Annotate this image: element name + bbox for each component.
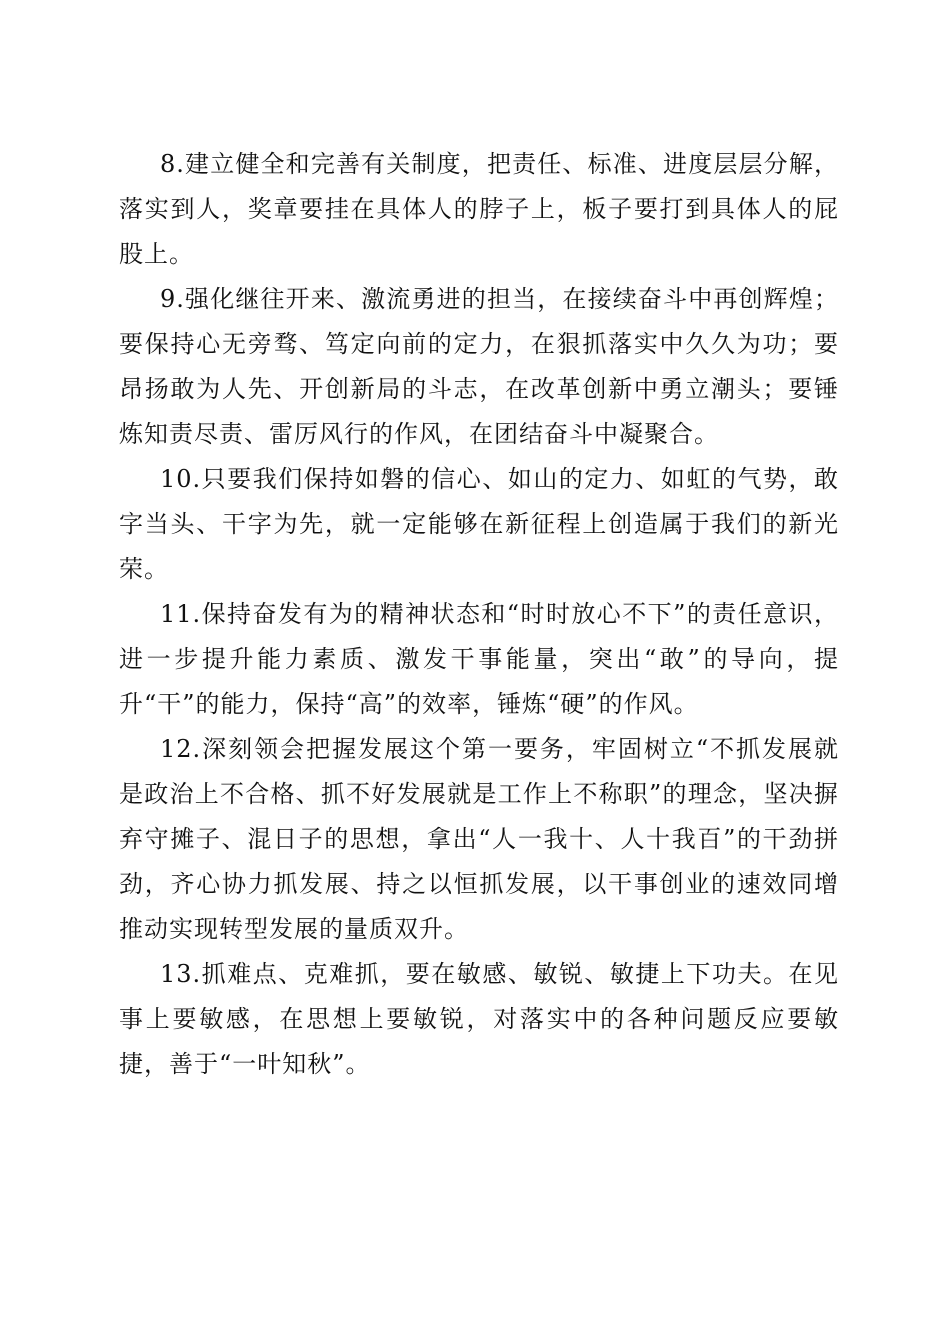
paragraph-13: 13.抓难点、克难抓，要在敏感、敏锐、敏捷上下功夫。在见事上要敏感，在思想上要敏锐，对落实中的各种问题反应要敏捷，善于“一叶知秋”。 — [119, 960, 839, 1078]
paragraph-11: 11.保持奋发有为的精神状态和“时时放心不下”的责任意识，进一步提升能力素质、激发干事能量，突出“敢”的导向，提升“干”的能力，保持“高”的效率，锤炼“硬”的作风。 — [119, 600, 839, 718]
paragraph-10: 10.只要我们保持如磐的信心、如山的定力、如虹的气势，敢字当头、干字为先，就一定能够在新征程上创造属于我们的新光荣。 — [119, 465, 839, 583]
paragraph-8: 8.建立健全和完善有关制度，把责任、标准、进度层层分解，落实到人，奖章要挂在具体人的脖子上，板子要打到具体人的屁股上。 — [119, 150, 839, 268]
paragraph-12: 12.深刻领会把握发展这个第一要务，牢固树立“不抓发展就是政治上不合格、抓不好发展就是工作上不称职”的理念，坚决摒弃守摊子、混日子的思想，拿出“人一我十、人十我百”的干劲拼劲，齐心协力抓发展、持之以恒抓发展，以干事创业的速效同增推动实现转型发展的量质双升。 — [119, 735, 839, 943]
paragraph-9: 9.强化继往开来、激流勇进的担当，在接续奋斗中再创辉煌；要保持心无旁骛、笃定向前的定力，在狠抓落实中久久为功；要昂扬敢为人先、开创新局的斗志，在改革创新中勇立潮头；要锤炼知责尽责、雷厉风行的作风，在团结奋斗中凝聚合。 — [119, 285, 839, 448]
document-body — [119, 142, 839, 1087]
